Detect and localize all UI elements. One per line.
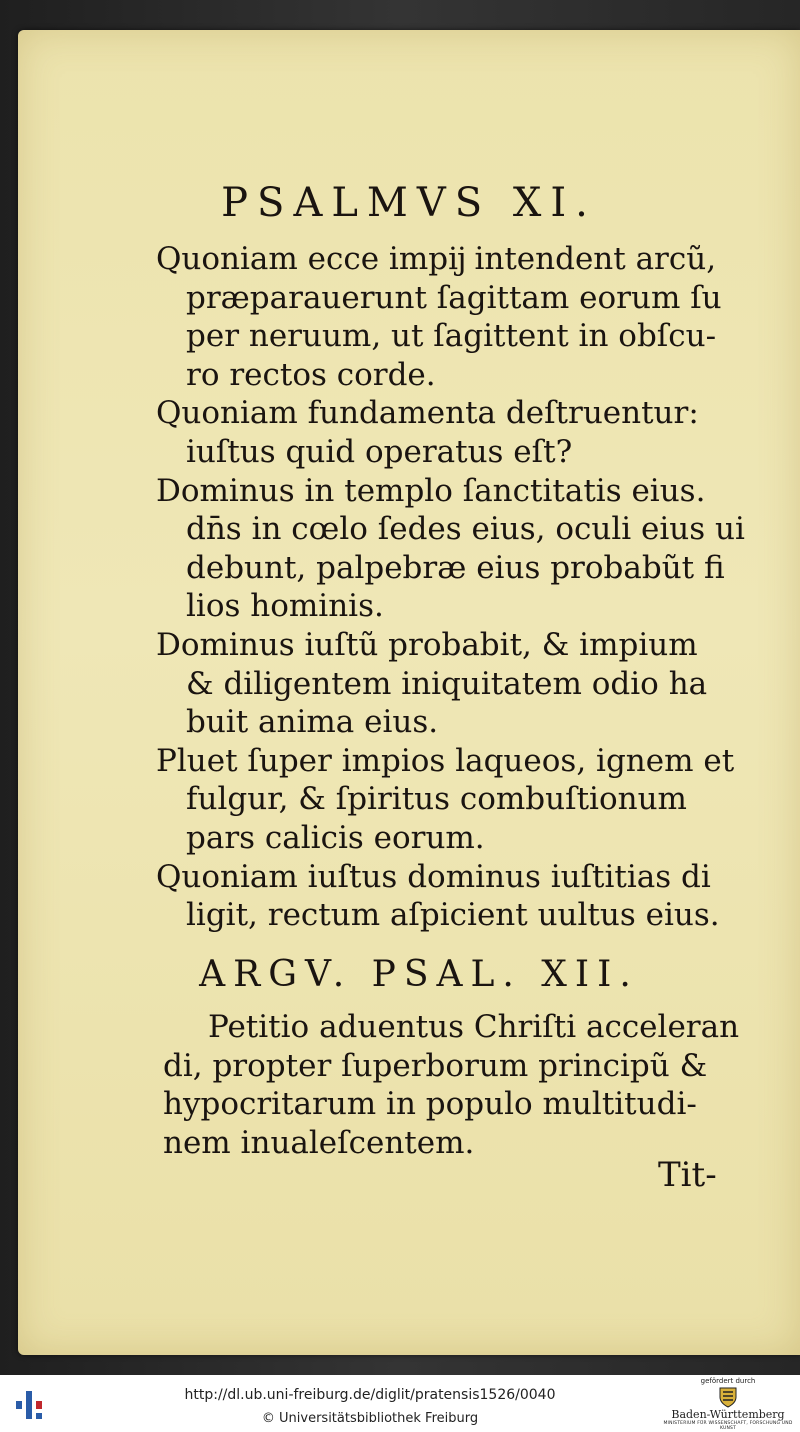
psalm-verses (156, 240, 756, 935)
argument-title: ARGV. PSAL. XII. (199, 954, 639, 995)
verse-line: iuſtus quid operatus eſt? (186, 433, 573, 470)
verse (156, 240, 756, 394)
verse-line: Dominus in templo ſanctitatis eius. (156, 472, 706, 509)
verse-line: dn̄s in cœlo ſedes eius, oculi eius ui (186, 511, 745, 548)
verse-line: Quoniam fundamenta deſtruentur: (156, 395, 699, 432)
verse-line: fulgur, & ſpiritus combuſtionum (186, 781, 687, 818)
sponsor-label: gefördert durch (700, 1377, 756, 1385)
verse-line: Quoniam ecce impĳ intendent arcũ, (156, 241, 717, 277)
catchword: Tit- (658, 1155, 717, 1195)
argument-line: Petitio aduentus Chriſti acceleran (208, 1009, 740, 1045)
copyright-text: © Universitätsbibliothek Freiburg (261, 1411, 479, 1426)
verse-line: ligit, rectum aſpicient uultus eius. (186, 897, 720, 934)
verse-line: lios hominis. (186, 588, 384, 625)
verse (156, 394, 756, 471)
verse-line: Dominus iuſtũ probabit, & impium (156, 626, 698, 663)
sponsor-name: Baden-Württemberg (671, 1408, 785, 1421)
argument-line: nem inualeſcentem. (163, 1124, 475, 1161)
verse-line: præparauerunt ſagittam eorum ſu (186, 279, 722, 316)
verse (156, 742, 756, 858)
verse-line: & diligentem iniquitatem odio ha (186, 665, 708, 702)
verse-line: buit anima eius. (186, 704, 439, 741)
sponsor-block (660, 1377, 796, 1431)
verse (156, 472, 756, 626)
verse-line: Pluet ſuper impios laqueos, ignem et (156, 742, 735, 779)
page-url-link[interactable]: http://dl.ub.uni-freiburg.de/diglit/pratensis1526/0040 (184, 1387, 556, 1403)
verse-line: pars calicis eorum. (186, 819, 485, 856)
verse-line: debunt, palpebræ eius probabũt fi (186, 549, 725, 586)
coat-of-arms-icon (714, 1386, 742, 1408)
argument-text (163, 1008, 763, 1162)
verse-line: Quoniam iuſtus dominus iuſtitias di (156, 858, 711, 895)
book-page (18, 30, 800, 1355)
verse-line: per neruum, ut ſagittent in obſcu- (186, 318, 717, 355)
psalm-title: PSALMVS XI. (221, 180, 597, 226)
footer-bar (0, 1375, 800, 1432)
sponsor-ministry: MINISTERIUM FÜR WISSENSCHAFT, FORSCHUNG UND KUNST (663, 1421, 793, 1431)
verse (156, 626, 756, 742)
verse-line: ro rectos corde. (186, 356, 436, 393)
argument-line: di, propter ſuperborum principũ & (163, 1047, 708, 1084)
argument-line: hypocritarum in populo multitudi- (163, 1086, 697, 1123)
verse (156, 858, 756, 935)
